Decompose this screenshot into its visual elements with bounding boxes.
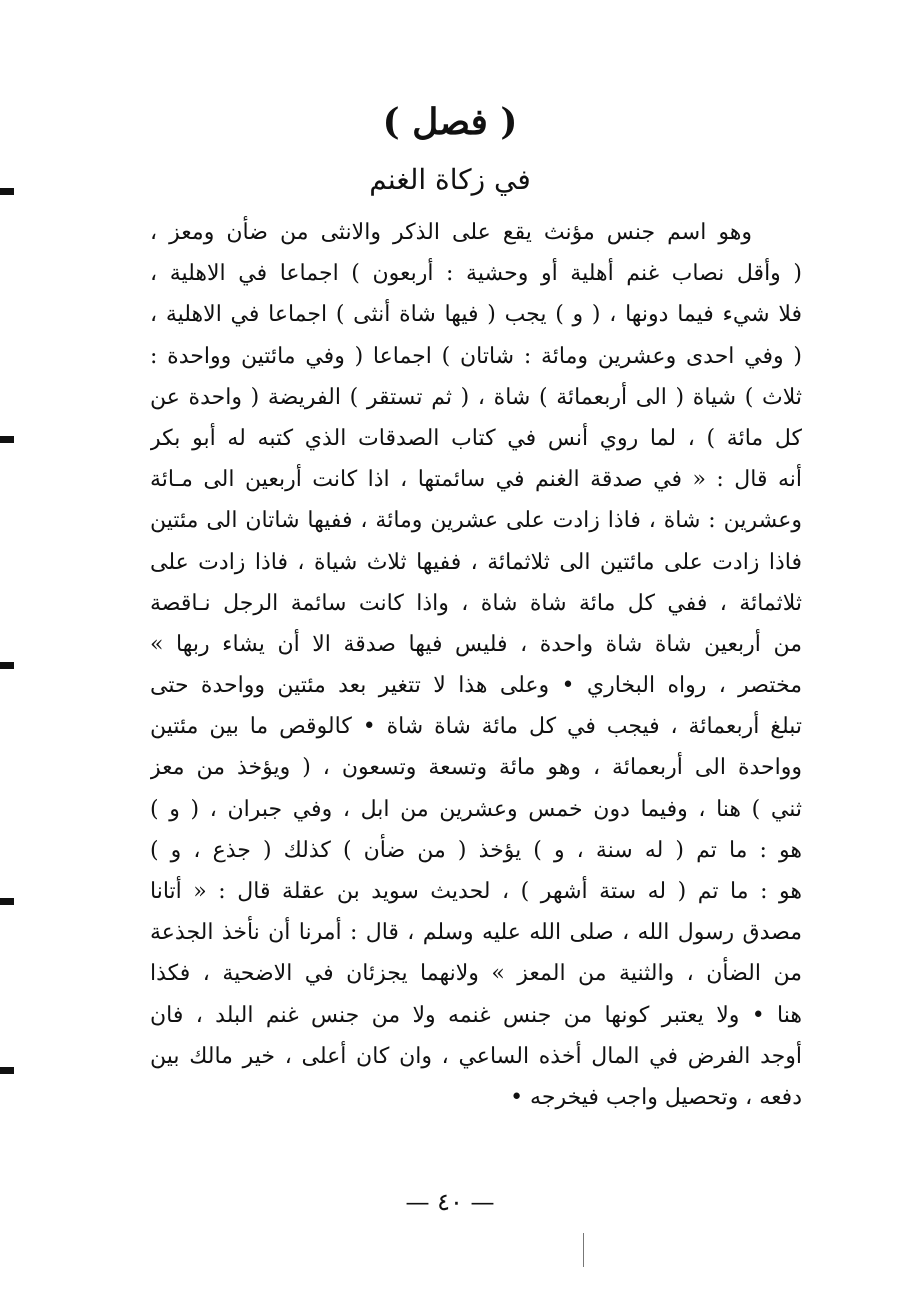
body-line: فلا شيء فيما دونها ، ( و ) يجب ( فيها شاة أنثى ) اجماعا في الاهلية ، (150, 302, 802, 328)
body-line: فاذا زادت على مائتين الى ثلاثمائة ، ففيها ثلاث شياة ، فاذا زادت على (150, 549, 802, 575)
binding-margin-mark (0, 1067, 14, 1074)
body-line: ( وفي احدى وعشرين ومائة : شاتان ) اجماعا ( وفي مائتين وواحدة : (150, 343, 802, 369)
body-text (150, 212, 802, 1118)
body-line: هو : ما تم ( له ستة أشهر ) ، لحديث سويد بن عقلة قال : « أتانا (150, 879, 802, 904)
body-line: هو : ما تم ( له سنة ، و ) يؤخذ ( من ضأن ) كذلك ( جذع ، و ) (150, 837, 802, 863)
scan-artifact-line (583, 1233, 584, 1267)
binding-margin-mark (0, 898, 14, 905)
page-number: — ٤٠ — (405, 1188, 495, 1216)
body-line: تبلغ أربعمائة ، فيجب في كل مائة شاة شاة • كالوقص ما بين مئتين (150, 714, 802, 740)
binding-margin-mark (0, 662, 14, 669)
section-subheading: في زكاة الغنم (369, 163, 531, 196)
body-line: من الضأن ، والثنية من المعز » ولانهما يجزئان في الاضحية ، فكذا (150, 961, 802, 987)
body-line: مختصر ، رواه البخاري • وعلى هذا لا تتغير بعد مئتين وواحدة حتى (150, 673, 802, 699)
section-heading: ( فصل ) (382, 101, 518, 143)
body-line: ثلاثمائة ، ففي كل مائة شاة شاة ، واذا كانت سائمة الرجل نـاقصة (150, 590, 802, 616)
binding-margin-mark (0, 188, 14, 195)
body-line: ثني ) هنا ، وفيما دون خمس وعشرين من ابل ، وفي جبران ، ( و ) (150, 796, 802, 822)
body-line: ثلاث ) شياة ( الى أربعمائة ) شاة ، ( ثم تستقر ) الفريضة ( واحدة عن (150, 384, 802, 410)
body-line: وواحدة الى أربعمائة ، وهو مائة وتسعة وتسعون ، ( ويؤخذ من معز (150, 755, 802, 781)
body-line: مصدق رسول الله ، صلى الله عليه وسلم ، قال : أمرنا أن نأخذ الجذعة (150, 920, 802, 946)
body-line: دفعه ، وتحصيل واجب فيخرجه • (510, 1084, 802, 1110)
binding-margin-mark (0, 436, 14, 443)
body-line: وهو اسم جنس مؤنث يقع على الذكر والانثى من ضأن ومعز ، (150, 220, 752, 245)
body-line: كل مائة ) ، لما روي أنس في كتاب الصدقات الذي كتبه له أبو بكر (150, 425, 802, 451)
body-line: ( وأقل نصاب غنم أهلية أو وحشية : أربعون ) اجماعا في الاهلية ، (150, 261, 802, 287)
body-line: أنه قال : « في صدقة الغنم في سائمتها ، اذا كانت أربعين الى مـائة (150, 467, 802, 493)
body-line: وعشرين : شاة ، فاذا زادت على عشرين ومائة ، ففيها شاتان الى مئتين (150, 508, 802, 534)
body-line: من أربعين شاة شاة واحدة ، فليس فيها صدقة الا أن يشاء ربها » (150, 631, 802, 657)
body-line: أوجد الفرض في المال أخذه الساعي ، وان كان أعلى ، خير مالك بين (150, 1043, 802, 1069)
body-line: هنا • ولا يعتبر كونها من جنس غنمه ولا من جنس غنم البلد ، فان (150, 1002, 802, 1028)
